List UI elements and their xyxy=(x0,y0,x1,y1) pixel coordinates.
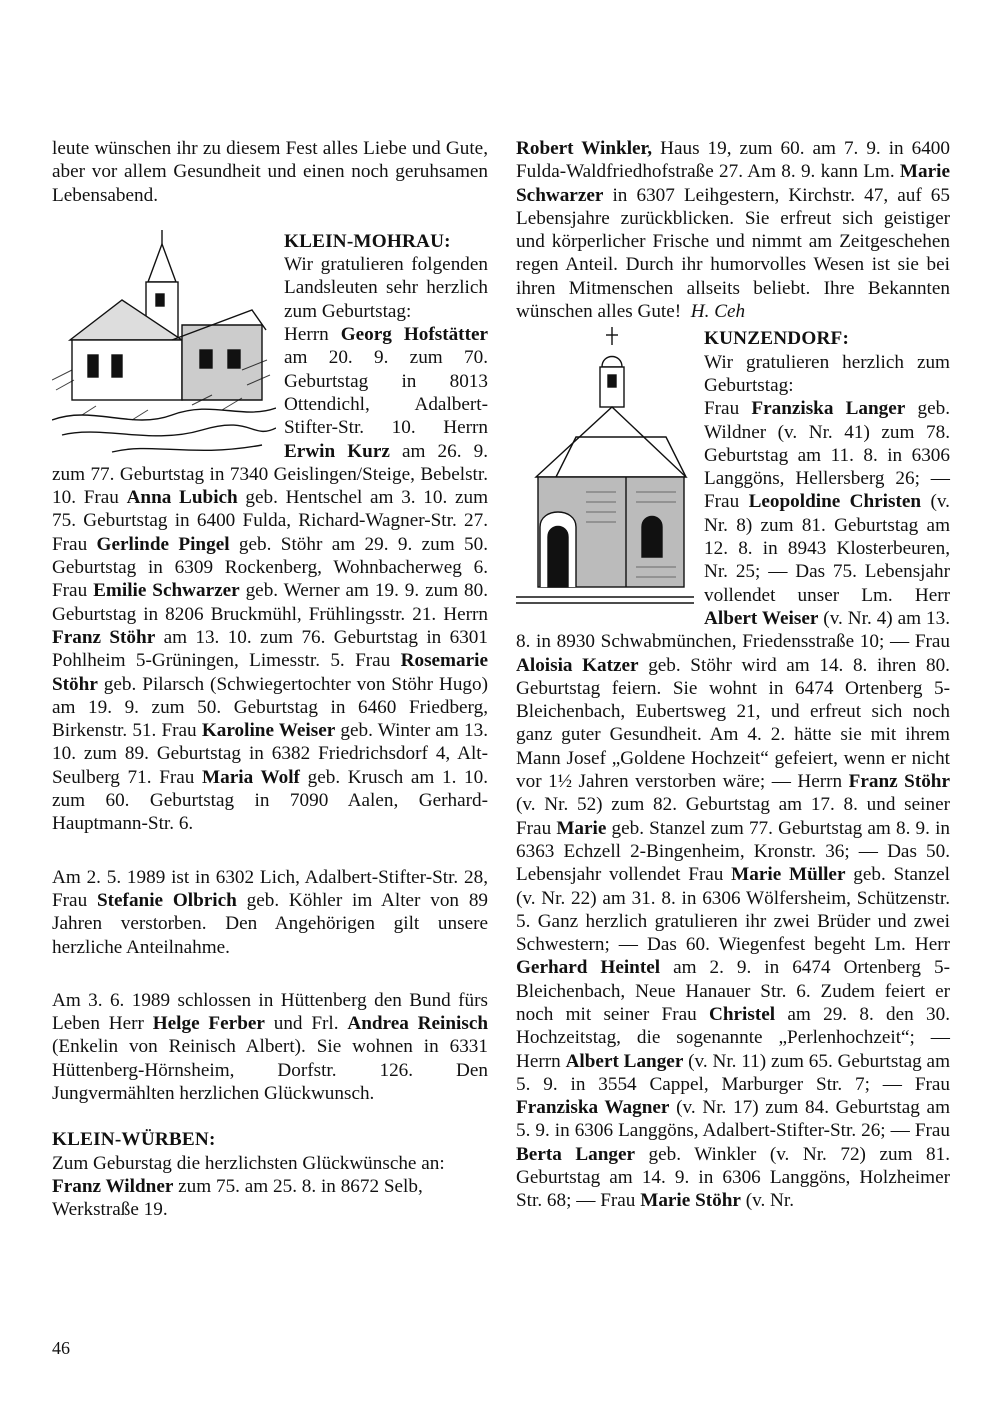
entry-details: am 13. 10. zum 76. Geburtstag in 6301 Pohlheim 5-Grüningen, Limesstr. 5. xyxy=(52,626,488,672)
entry-details: geb. Hentschel am 3. 10. zum 75. Geburtstag in 6400 Fulda, Richard-Wagner-Str. 27. xyxy=(52,487,489,532)
entry-details: geb. Krusch am 1. 10. zum 60. Geburtstag in 7090 Aalen, Gerhard-Hauptmann-Str. 6. xyxy=(52,766,489,835)
entry-text: geb. Wildner (v. Nr. 41) zum 78. Geburtstag am 11. 8. in 6306 Langgöns, Hellersberg 26; — Frau xyxy=(704,398,950,513)
entry-text: geb. Stanzel zum 77. Geburtstag am 8. 9. in 6363 Echzell 2-Bingenheim, Kronstr. 36; — Das 50. Lebensjahr vollendet Frau xyxy=(516,817,950,886)
church-drawing xyxy=(52,230,276,462)
person-name: Franziska Wagner xyxy=(516,1097,670,1119)
entry-details: geb. Winter am 13. 10. zum 89. Geburtstag in 6382 Friedrichsdorf 4, Alt-Seulberg 71. xyxy=(52,720,489,788)
page-number: 46 xyxy=(52,1338,70,1358)
person-name: Leopoldine Christen xyxy=(748,491,922,513)
entry-name: Anna Lubich xyxy=(126,487,238,509)
person-name: Gerhard Heintel xyxy=(516,957,661,979)
kunzendorf-intro: Wir gratulieren herzlich zum Geburtstag: xyxy=(704,351,950,396)
entry-name: Karoline Weiser xyxy=(201,720,336,742)
entry-text: geb. Stöhr wird am 14. 8. ihren 80. Geburtstag feiern. Sie wohnt in 6474 Ortenberg 5-Bleichenbach, Eubertsweg 21, und erfreut sich noch ganz guter Gesundheit. Am 4. 2. hätte sie mit ihrem Mann Josef „Goldene Hochzeit“ gefeiert, wenn er nicht vor 1½ Jahren verstorben wäre; — Herrn xyxy=(516,654,950,793)
left-column xyxy=(52,137,488,1221)
kw-text: zum 75. am 25. 8. in 8672 Selb, Werkstraße 19. xyxy=(52,1175,423,1221)
chapel-illustration-kunzendorf xyxy=(516,327,694,609)
church-illustration-klein-mohrau xyxy=(52,230,276,462)
entry-text: (v. Nr. 4) am 13. 8. in 8930 Schwabmünchen, Friedensstraße 10; — Frau xyxy=(516,607,950,653)
entry-details: am 26. 9. zum 77. Geburtstag in 7340 Geislingen/Steige, Bebelstr. 10. xyxy=(52,440,488,509)
entry-name: Georg Hofstätter xyxy=(340,324,488,346)
wedding-name-1: Helge Ferber xyxy=(152,1013,265,1035)
person-name: Franz Stöhr xyxy=(848,771,950,793)
schwarzer-name: Marie Schwarzer xyxy=(516,161,950,206)
entry-text: (v. Nr. 17) zum 84. Geburtstag am 5. 9. in 6306 Langgöns, Adalbert-Stifter-Str. 26; — Frau xyxy=(516,1097,950,1142)
entry-text: geb. Stanzel (v. Nr. 22) am 31. 8. in 6306 Wölfersheim, Schützenstr. 5. Ganz herzlich gratulieren ihr zwei Brüder und zwei Schwestern; — Das 60. Wiegenfest begeht Lm. Herr xyxy=(516,864,950,956)
person-name: Marie Stöhr xyxy=(640,1190,741,1212)
klein-wuerben-intro: Zum Geburstag die herzlichsten Glückwünsche an: xyxy=(52,1152,445,1174)
person-name: Albert Langer xyxy=(565,1050,684,1072)
entry-prefix: Frau xyxy=(159,766,203,788)
entry-name: Emilie Schwarzer xyxy=(93,580,240,602)
person-name: Aloisia Katzer xyxy=(516,654,639,676)
entry-prefix: Frau xyxy=(355,650,401,672)
entry-text: (v. Nr. xyxy=(740,1190,795,1212)
entry-name: Maria Wolf xyxy=(202,766,300,788)
wedding-text-b: und Frl. xyxy=(264,1013,348,1035)
klein-wuerben-entry xyxy=(52,1175,488,1222)
person-name: Marie Müller xyxy=(731,864,846,886)
wedding-text-c: (Enkelin von Reinisch Albert). Sie wohnen in 6331 Hüttenberg-Hörnsheim, Dorfstr. 126. Den Jungvermählten herzlichen Glückwunsch. xyxy=(52,1036,488,1104)
wedding-text-a: Am 3. 6. 1989 schlossen in Hüttenberg den Bund fürs Leben Herr xyxy=(52,989,488,1035)
signature: H. Ceh xyxy=(690,301,746,323)
wedding-name-2: Andrea Reinisch xyxy=(347,1013,489,1035)
entry-text: (v. Nr. 11) zum 65. Geburtstag am 5. 9. in 3554 Cappel, Marburger Str. 7; — Frau xyxy=(516,1050,951,1095)
entry-prefix: Frau xyxy=(161,720,202,742)
kunzendorf-heading: KUNZENDORF: xyxy=(704,328,850,350)
person-name: Franziska Langer xyxy=(751,398,906,420)
intro-paragraph: leute wünschen ihr zu diesem Fest alles Liebe und Gute, aber vor allem Gesundheit und einen noch geruhsamen Lebensabend. xyxy=(52,138,488,206)
entry-name: Rosemarie Stöhr xyxy=(52,650,488,695)
death-name: Stefanie Olbrich xyxy=(96,889,237,911)
entry-prefix: Herrn xyxy=(443,417,488,439)
entry-prefix: Frau xyxy=(52,580,94,602)
entry-text: (v. Nr. 52) zum 82. Geburtstag am 17. 8. und seiner Frau xyxy=(516,794,950,839)
death-text-a: Am 2. 5. 1989 ist in 6302 Lich, Adalbert-Stifter-Str. 28, Frau xyxy=(52,866,488,911)
entry-prefix: Herrn xyxy=(284,324,341,346)
person-name: Albert Weiser xyxy=(704,607,819,629)
person-name: Christel xyxy=(709,1003,776,1025)
klein-wuerben-heading: KLEIN-WÜRBEN: xyxy=(52,1129,216,1151)
klein-mohrau-heading: KLEIN-MOHRAU: xyxy=(284,230,451,252)
entry-prefix: Frau xyxy=(52,533,97,555)
entry-text: (v. Nr. 8) zum 81. Geburtstag am 12. 8. in 8943 Klosterbeuren, Nr. 25; — Das 75. Lebensjahr vollendet unser Lm. Herr xyxy=(704,491,950,606)
right-column xyxy=(516,137,950,1213)
entry-details: geb. Pilarsch (Schwiegertochter von Stöhr Hugo) am 19. 9. zum 50. Geburtstag in 6460 Friedberg, Birkenstr. 51. xyxy=(52,673,488,742)
entry-text: geb. Winkler (v. Nr. 72) zum 81. Geburtstag am 14. 9. in 6306 Langgöns, Holzheimer Str. 68; — Frau xyxy=(516,1143,950,1212)
entry-name: Franz Stöhr xyxy=(52,626,156,648)
person-name: Marie xyxy=(556,817,607,839)
wedding-notice xyxy=(52,989,488,1105)
winkler-text-b: in 6307 Leihgestern, Kirchstr. 47, auf 65 Lebensjahre zurückblicken. Sie erfreut sich geistiger und körperlicher Frische und nimmt am Zeitgeschehen regen Anteil. Durch ihr humorvolles Wesen ist sie bei ihren Mitmenschen allseits beliebt. Ihre Bekannten wünschen alles Gute! xyxy=(516,184,950,323)
entry-details: geb. Werner am 19. 9. zum 80. Geburtstag in 8206 Bruckmühl, Frühlingsstr. 21. xyxy=(52,580,489,625)
winkler-text-a: Haus 19, zum 60. am 7. 9. in 6400 Fulda-Waldfriedhofstraße 27. Am 8. 9. kann Lm. xyxy=(516,138,950,183)
death-notice xyxy=(52,866,488,959)
entry-name: Gerlinde Pingel xyxy=(96,533,230,555)
person-name: Berta Langer xyxy=(516,1143,636,1165)
entry-details: geb. Stöhr am 29. 9. zum 50. Geburtstag in 6309 Rockenberg, Wohnbacherweg 6. xyxy=(52,533,489,579)
chapel-drawing xyxy=(516,327,694,609)
kw-name: Franz Wildner xyxy=(52,1175,174,1197)
winkler-paragraph xyxy=(516,137,950,323)
death-text-b: geb. Köhler im Alter von 89 Jahren verstorben. Den Angehörigen gilt unsere herzliche Anteilnahme. xyxy=(52,889,489,958)
entry-text: am 29. 8. den 30. Hochzeitstag, die sogenannte „Perlenhochzeit“; — Herrn xyxy=(516,1003,950,1072)
winkler-name: Robert Winkler, xyxy=(516,138,653,159)
entry-details: am 20. 9. zum 70. Geburtstag in 8013 Ottendichl, Adalbert-Stifter-Str. 10. xyxy=(284,347,488,439)
klein-mohrau-intro: Wir gratulieren folgenden Landsleuten sehr herzlich zum Geburtstag: xyxy=(284,254,488,322)
entry-text: am 2. 9. in 6474 Ortenberg 5-Bleichenbach, Neue Hanauer Str. 6. Zudem feiert er noch mit seiner Frau xyxy=(516,957,950,1025)
entry-name: Erwin Kurz xyxy=(284,440,390,462)
entry-text: Frau xyxy=(704,398,752,420)
entry-prefix: Herrn xyxy=(443,603,489,625)
entry-prefix: Frau xyxy=(83,487,127,509)
